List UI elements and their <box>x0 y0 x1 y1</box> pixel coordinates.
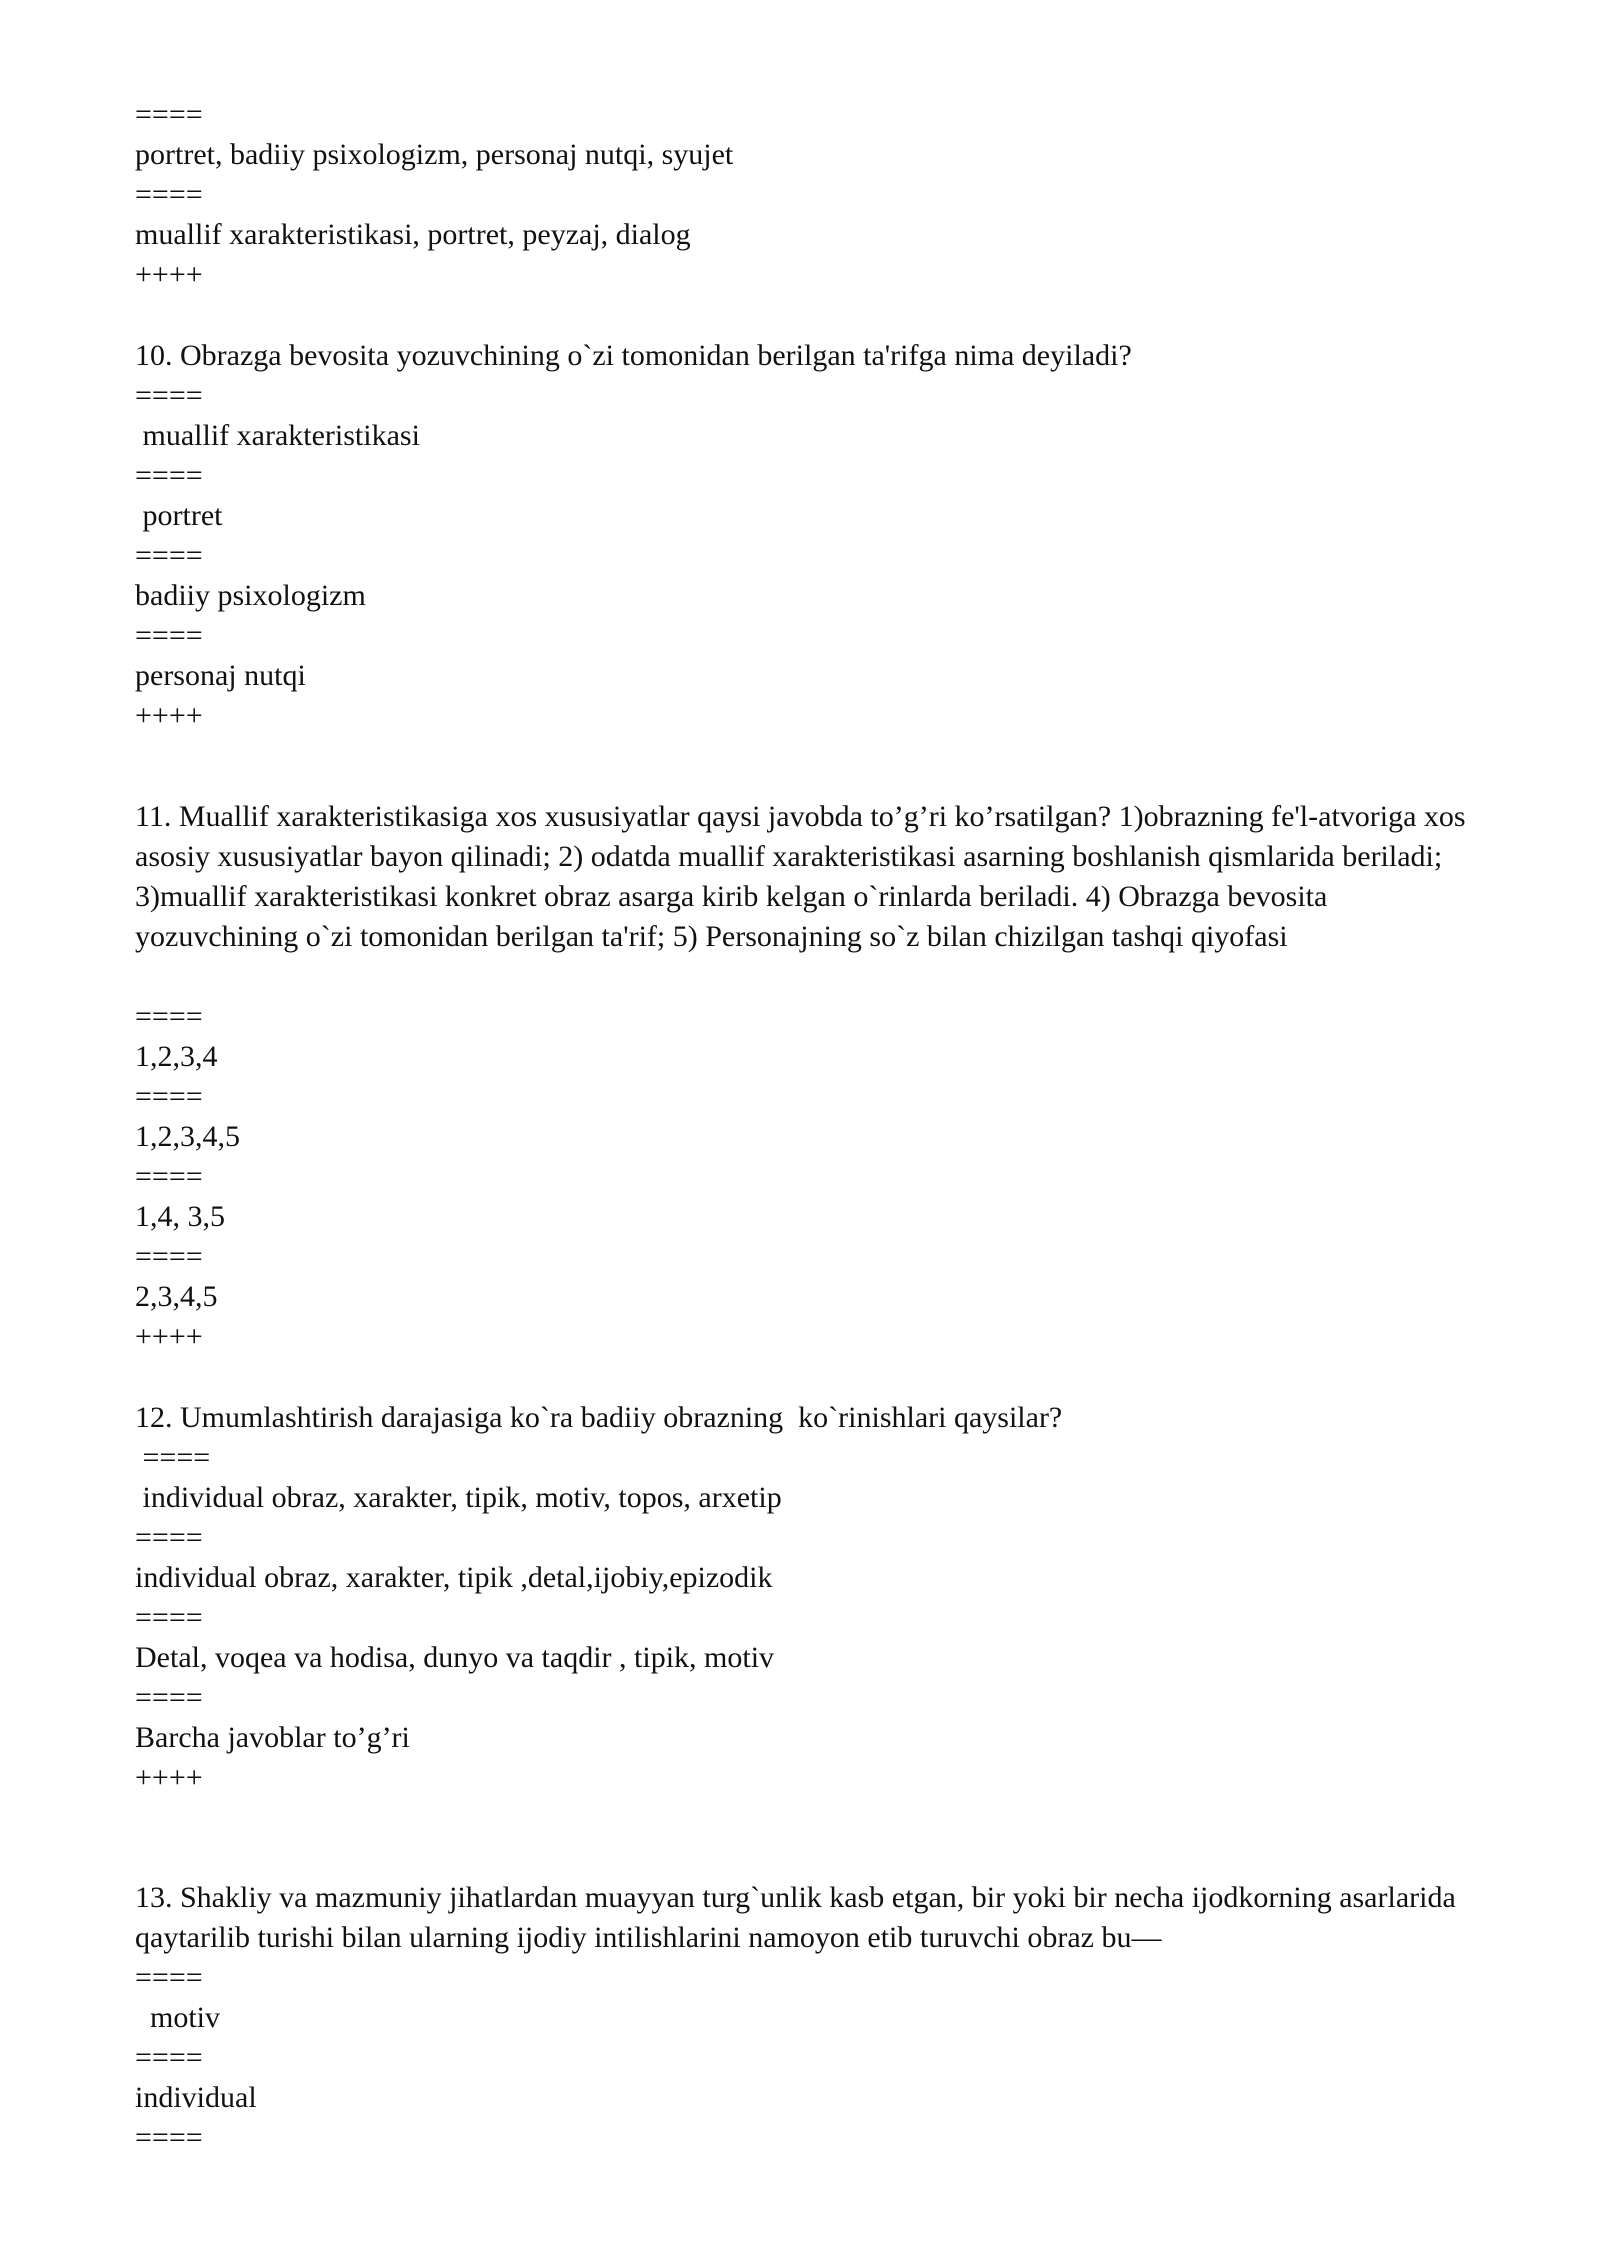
answer-option: portret <box>135 499 223 532</box>
separator-line: ==== <box>135 1000 203 1033</box>
question-10: 10. Obrazga bevosita yozuvchining o`zi tomonidan berilgan ta'rifga nima deyiladi? <box>135 339 1132 372</box>
separator-line: ==== <box>135 98 203 131</box>
answer-option: individual obraz, xarakter, tipik ,detal,ijobiy,epizodik <box>135 1561 773 1594</box>
answer-option: muallif xarakteristikasi, portret, peyzaj, dialog <box>135 218 691 251</box>
separator-line: ==== <box>135 1160 203 1193</box>
separator-line: ==== <box>135 459 203 492</box>
answer-option: badiiy psixologizm <box>135 579 366 612</box>
end-marker: ++++ <box>135 1320 203 1353</box>
question-11: 11. Muallif xarakteristikasiga xos xususiyatlar qaysi javobda to’g’ri ko’rsatilgan? 1)obrazning fe'l-atvoriga xos asosiy xususiyatlar bayon qilinadi; 2) odatda muallif xarakteristikasi asarning boshlanish qismlarida beriladi; 3)muallif xarakteristikasi konkret obraz asarga kirib kelgan o`rinlarda beriladi. 4) Obrazga bevosita yozuvchining o`zi tomonidan berilgan ta'rif; 5) Personajning so`z bilan chizilgan tashqi qiyofasi <box>135 800 1466 953</box>
answer-option: 1,2,3,4 <box>135 1040 218 1073</box>
separator-line: ==== <box>135 2041 203 2074</box>
separator-line: ==== <box>135 379 203 412</box>
answer-option: 1,2,3,4,5 <box>135 1120 240 1153</box>
answer-option: personaj nutqi <box>135 659 306 692</box>
answer-option: individual <box>135 2081 257 2114</box>
separator-line: ==== <box>135 178 203 211</box>
answer-option: motiv <box>135 2001 221 2034</box>
answer-option: portret, badiiy psixologizm, personaj nutqi, syujet <box>135 138 734 171</box>
end-marker: ++++ <box>135 1761 203 1794</box>
separator-line: ==== <box>135 1961 203 1994</box>
answer-option: individual obraz, xarakter, tipik, motiv, topos, arxetip <box>135 1481 782 1514</box>
separator-line: ==== <box>135 1521 203 1554</box>
separator-line: ==== <box>135 1441 211 1474</box>
separator-line: ==== <box>135 619 203 652</box>
end-marker: ++++ <box>135 699 203 732</box>
separator-line: ==== <box>135 1080 203 1113</box>
separator-line: ==== <box>135 539 203 572</box>
answer-option: Detal, voqea va hodisa, dunyo va taqdir , tipik, motiv <box>135 1641 775 1674</box>
separator-line: ==== <box>135 2121 203 2154</box>
answer-option: 2,3,4,5 <box>135 1280 218 1313</box>
answer-option: Barcha javoblar to’g’ri <box>135 1721 410 1754</box>
answer-option: muallif xarakteristikasi <box>135 419 420 452</box>
question-13: 13. Shakliy va mazmuniy jihatlardan muayyan turg`unlik kasb etgan, bir yoki bir necha ijodkorning asarlarida qaytarilib turishi bilan ularning ijodiy intilishlarini namoyon etib turuvchi obraz bu— <box>135 1881 1456 1954</box>
end-marker: ++++ <box>135 258 203 291</box>
question-12: 12. Umumlashtirish darajasiga ko`ra badiiy obrazning ko`rinishlari qaysilar? <box>135 1401 1063 1434</box>
separator-line: ==== <box>135 1240 203 1273</box>
separator-line: ==== <box>135 1681 203 1714</box>
answer-option: 1,4, 3,5 <box>135 1200 225 1233</box>
separator-line: ==== <box>135 1601 203 1634</box>
